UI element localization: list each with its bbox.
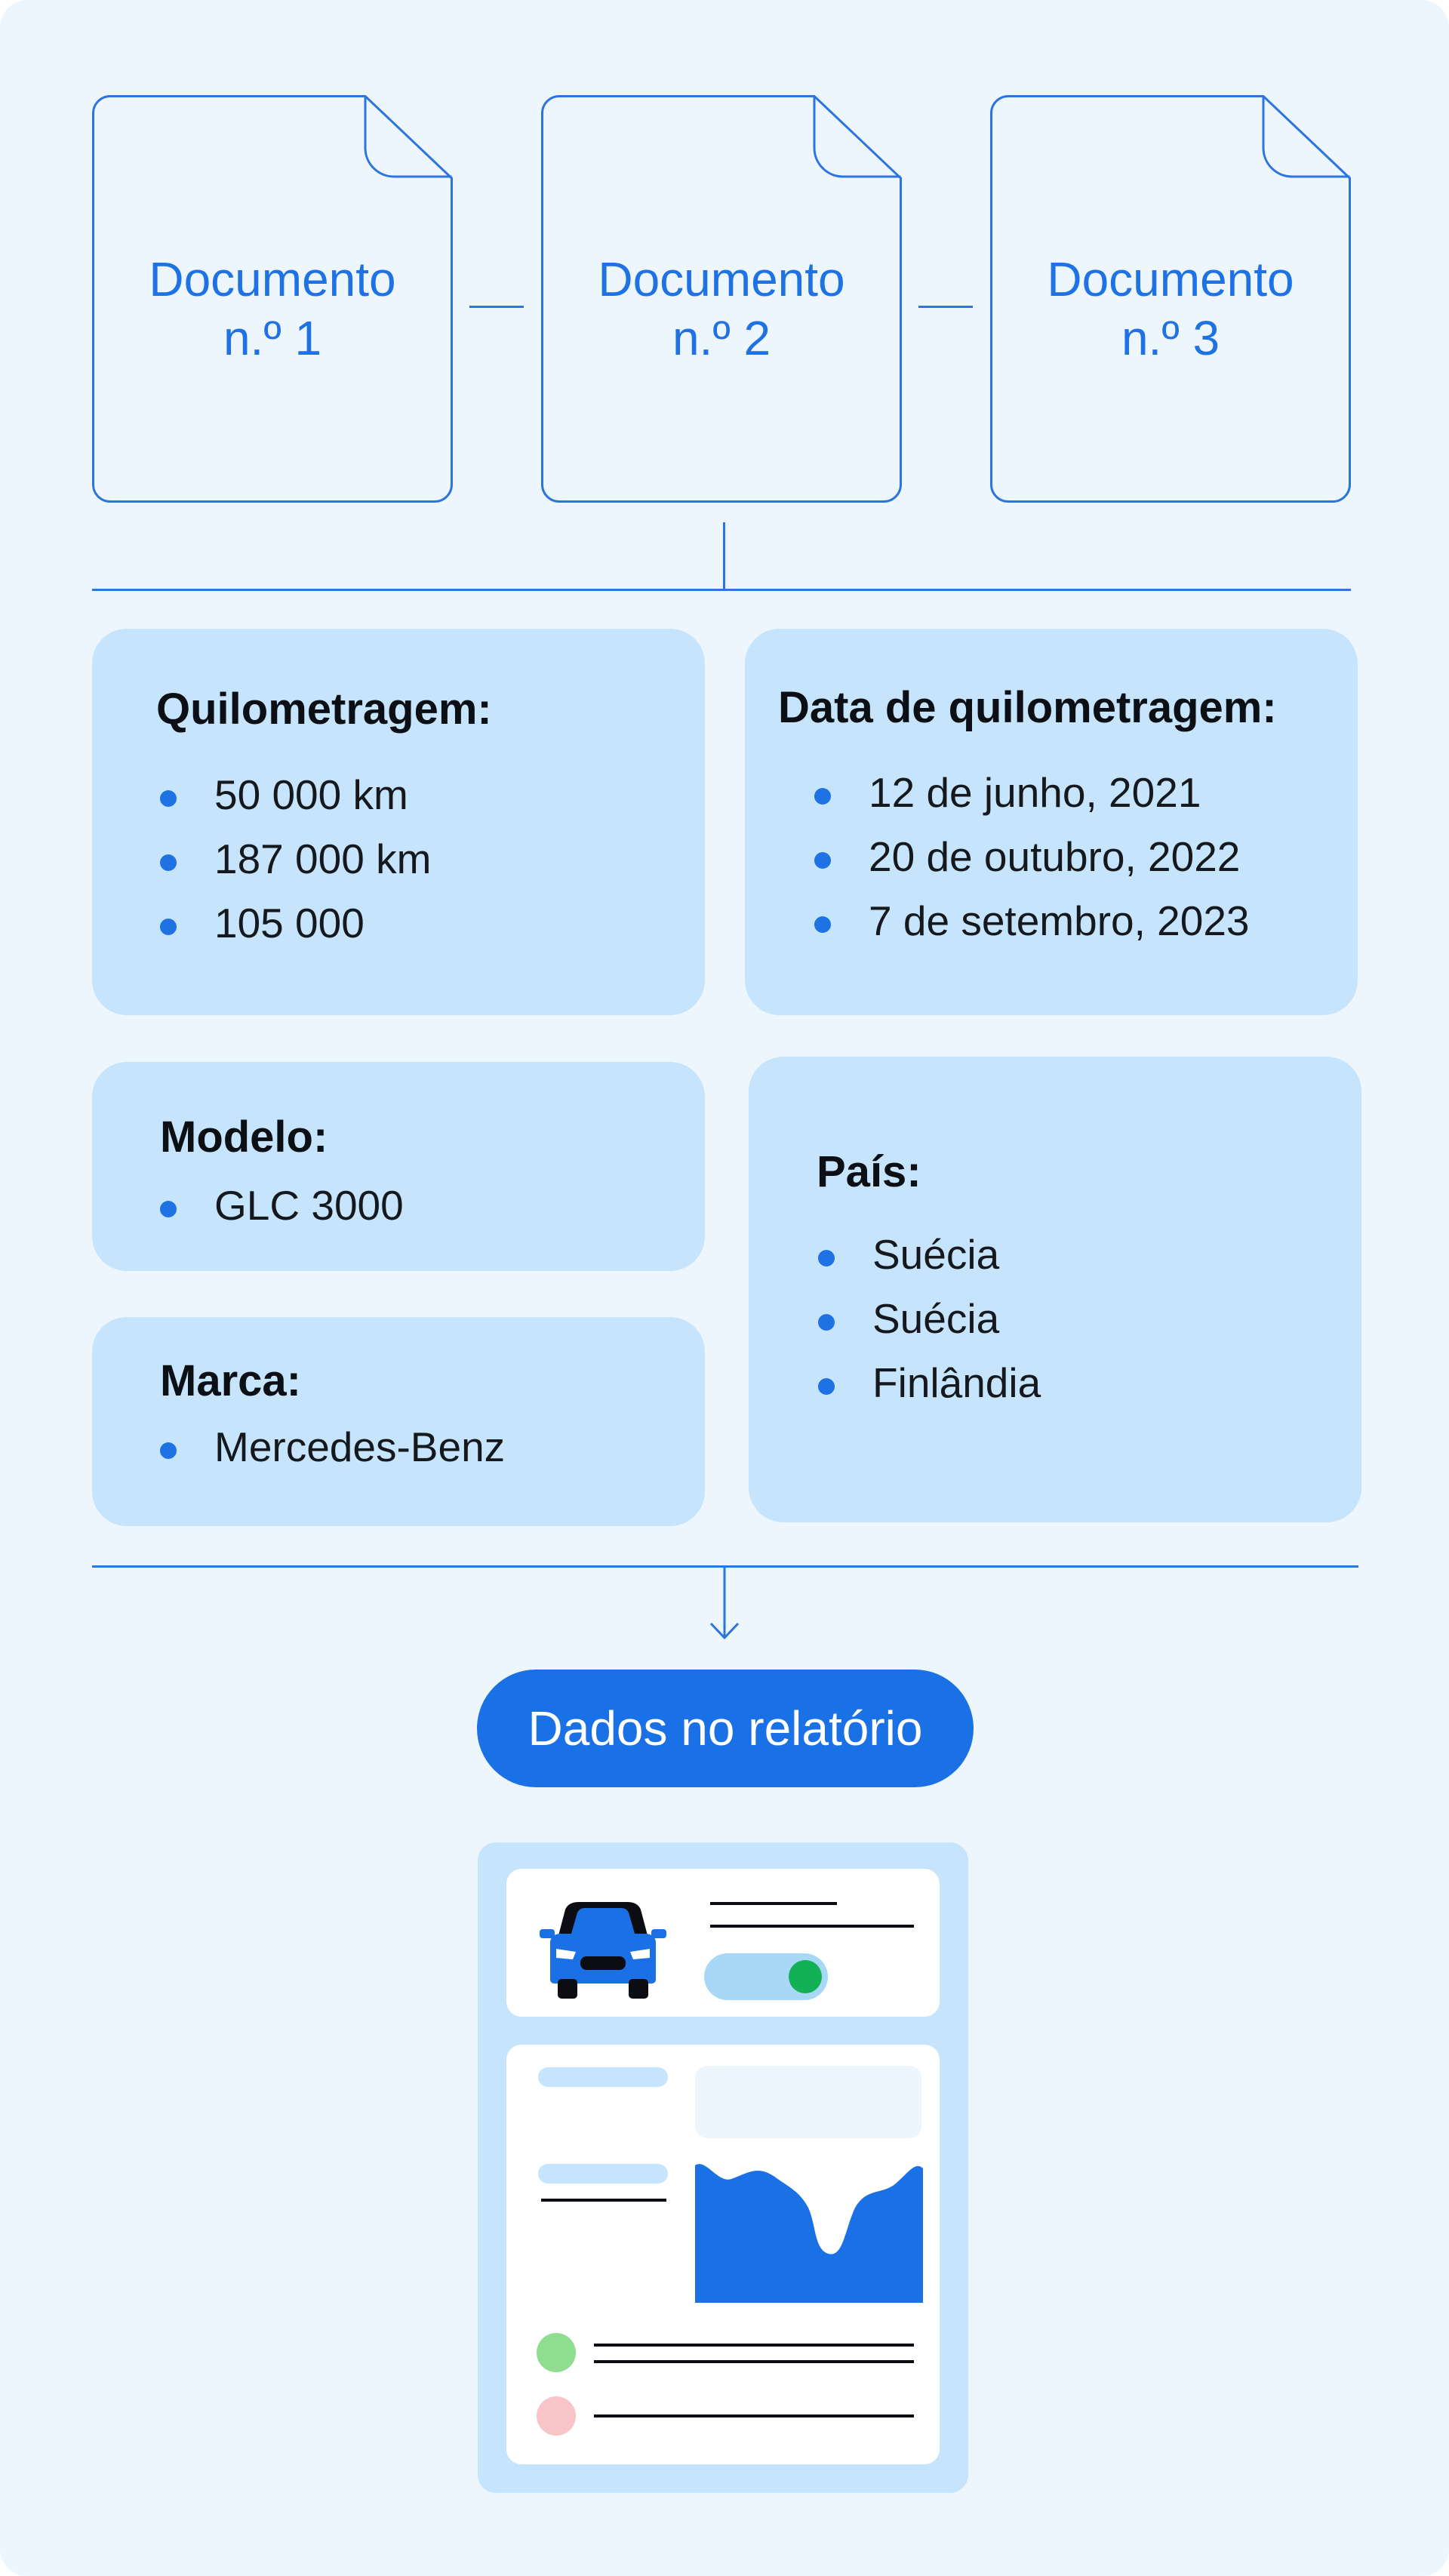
list-item-text: Suécia xyxy=(872,1295,1000,1342)
placeholder-bar xyxy=(538,2067,668,2087)
document-connector xyxy=(918,306,973,308)
list-item xyxy=(160,827,431,891)
document-label xyxy=(541,250,902,368)
text-line xyxy=(710,1925,914,1928)
mileage-date-card xyxy=(745,629,1358,1015)
brand-list xyxy=(160,1415,505,1479)
country-card xyxy=(749,1057,1361,1522)
report-illustration xyxy=(478,1842,968,2493)
status-dot-green xyxy=(537,2333,576,2372)
country-list xyxy=(818,1223,1041,1415)
list-item-text: 20 de outubro, 2022 xyxy=(869,833,1241,880)
text-line xyxy=(594,2360,914,2363)
bullet-icon xyxy=(814,852,831,869)
document-label-line: Documento xyxy=(598,252,845,306)
text-line xyxy=(594,2344,914,2347)
list-item-text: 105 000 xyxy=(214,900,365,946)
document-label-line: Documento xyxy=(1047,252,1294,306)
text-line xyxy=(541,2199,666,2202)
toggle-switch xyxy=(704,1953,828,2000)
list-item-text: Suécia xyxy=(872,1231,1000,1278)
bullet-icon xyxy=(160,1442,177,1459)
list-item xyxy=(818,1287,1041,1351)
mileage-title: Quilometragem: xyxy=(156,685,492,734)
list-item xyxy=(814,761,1250,825)
list-item-text: 50 000 km xyxy=(214,771,408,818)
list-item xyxy=(814,825,1250,889)
report-body-panel xyxy=(506,2045,940,2464)
country-title: País: xyxy=(817,1147,921,1196)
brand-title: Marca: xyxy=(160,1356,301,1405)
placeholder-bar xyxy=(538,2164,668,2184)
report-header-panel xyxy=(506,1869,940,2017)
report-data-badge: Dados no relatório xyxy=(477,1670,974,1787)
model-title: Modelo: xyxy=(160,1113,328,1162)
document-label-line: Documento xyxy=(149,252,396,306)
list-item xyxy=(160,763,431,827)
text-line xyxy=(710,1902,837,1905)
list-item-text: GLC 3000 xyxy=(214,1182,404,1229)
bullet-icon xyxy=(160,790,177,807)
arrow-down-icon xyxy=(705,1566,744,1642)
mileage-date-list xyxy=(814,761,1250,953)
bullet-icon xyxy=(160,1201,177,1217)
model-list xyxy=(160,1174,404,1238)
bullet-icon xyxy=(160,854,177,871)
list-item-text: 12 de junho, 2021 xyxy=(869,769,1201,816)
list-item-text: Mercedes-Benz xyxy=(214,1423,506,1470)
brand-card xyxy=(92,1317,705,1526)
list-item xyxy=(160,891,431,956)
document-label-line: n.º 1 xyxy=(223,311,322,365)
car-icon xyxy=(537,1899,669,2005)
document-label xyxy=(92,250,453,368)
status-dot-red xyxy=(537,2396,576,2436)
model-card xyxy=(92,1062,705,1271)
list-item xyxy=(818,1223,1041,1287)
document-connector xyxy=(469,306,524,308)
list-item-text: 7 de setembro, 2023 xyxy=(869,897,1250,944)
list-item xyxy=(818,1351,1041,1415)
area-chart-graphic xyxy=(695,2158,923,2303)
document-label xyxy=(990,250,1351,368)
toggle-knob xyxy=(789,1960,822,1993)
bullet-icon xyxy=(814,916,831,933)
list-item xyxy=(160,1174,404,1238)
document-2 xyxy=(541,95,902,503)
mileage-list xyxy=(160,763,431,956)
document-1 xyxy=(92,95,453,503)
mileage-card xyxy=(92,629,705,1015)
bullet-icon xyxy=(814,788,831,805)
document-label-line: n.º 3 xyxy=(1121,311,1220,365)
list-item-text: 187 000 km xyxy=(214,836,432,882)
document-label-line: n.º 2 xyxy=(672,311,771,365)
list-item xyxy=(814,889,1250,953)
document-3 xyxy=(990,95,1351,503)
bullet-icon xyxy=(818,1250,835,1266)
list-item-text: Finlândia xyxy=(872,1359,1041,1406)
mileage-date-title: Data de quilometragem: xyxy=(778,683,1277,732)
merge-line xyxy=(92,589,1351,591)
bullet-icon xyxy=(160,919,177,935)
placeholder-box xyxy=(695,2066,921,2138)
merge-connector xyxy=(723,522,725,590)
bullet-icon xyxy=(818,1314,835,1331)
bullet-icon xyxy=(818,1378,835,1395)
text-line xyxy=(594,2414,914,2418)
list-item xyxy=(160,1415,505,1479)
